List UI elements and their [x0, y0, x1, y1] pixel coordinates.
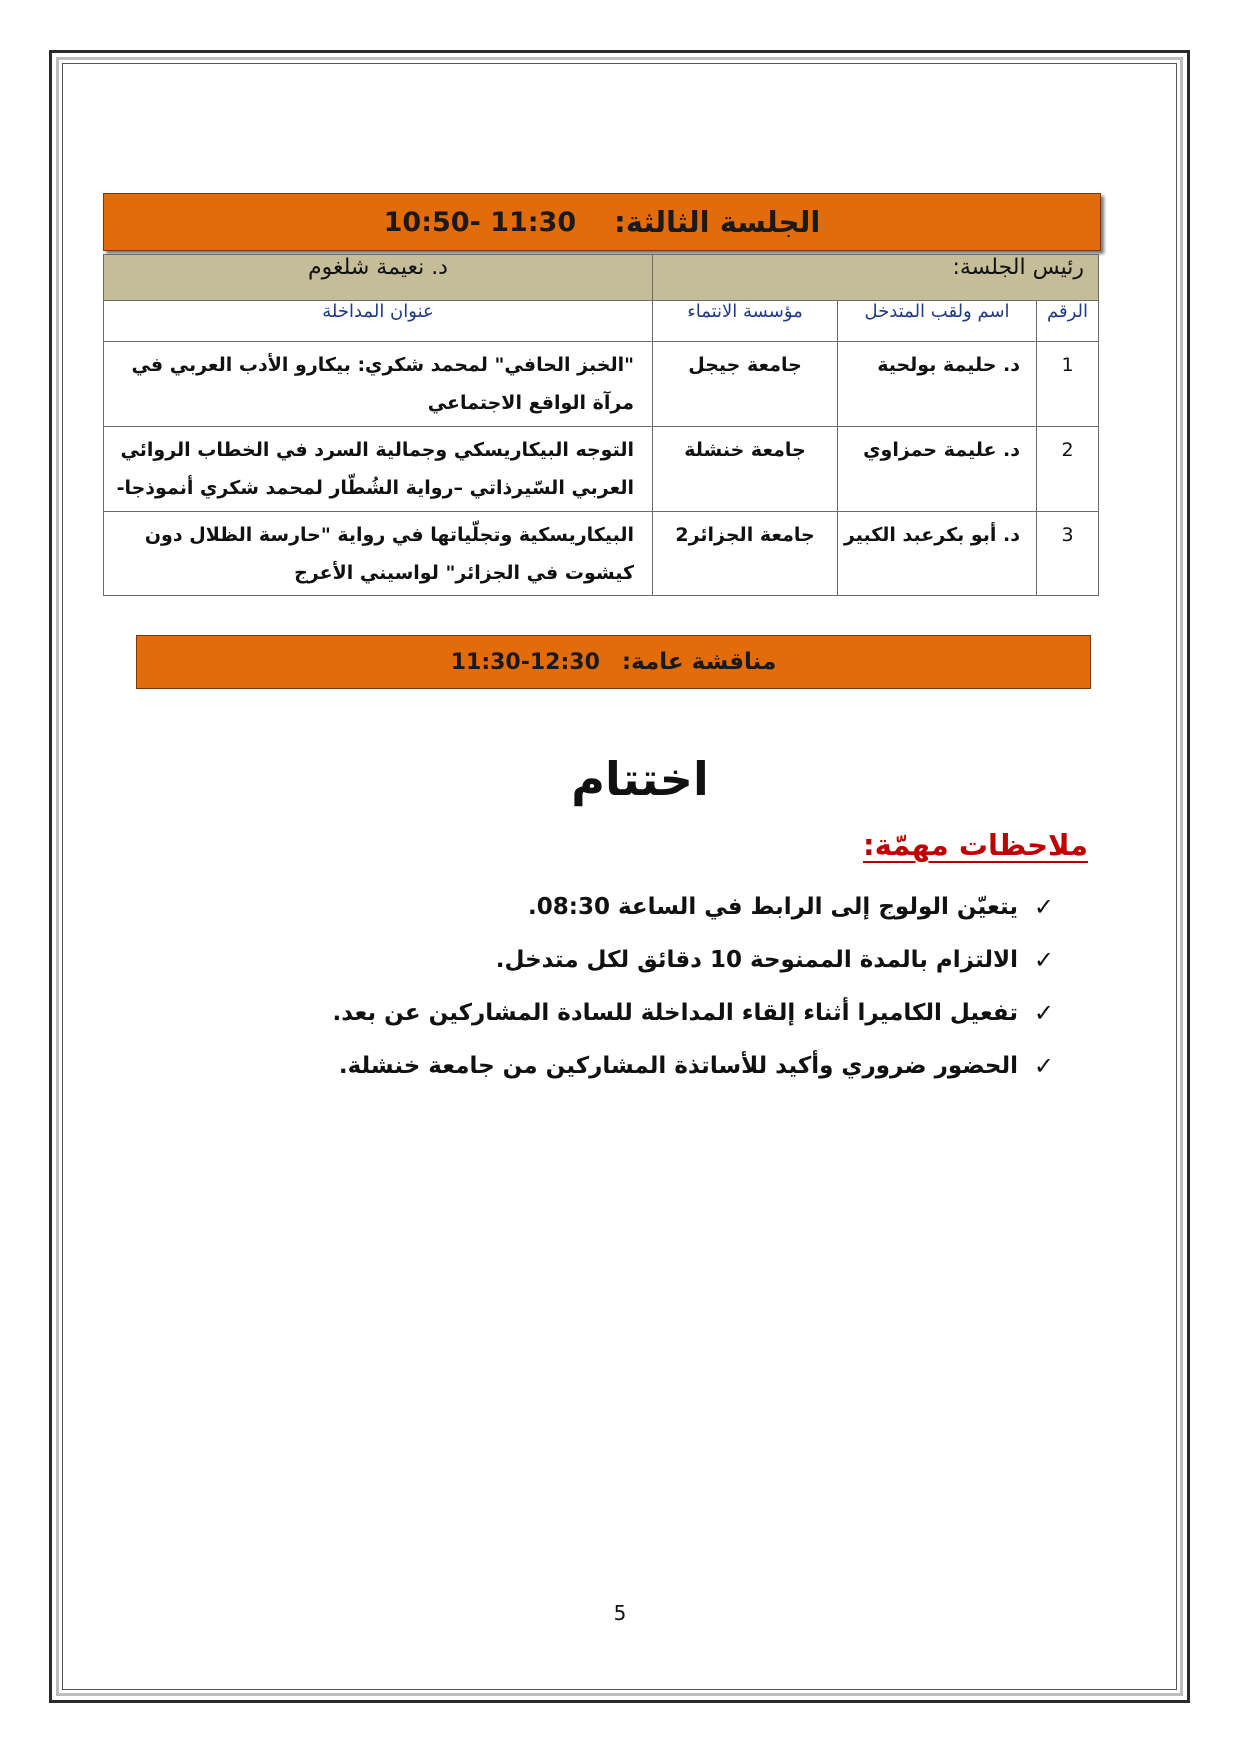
speaker-name: د. عليمة حمزاوي — [838, 427, 1037, 512]
discussion-banner — [136, 635, 1091, 689]
row-number: 3 — [1037, 512, 1099, 596]
chair-row — [104, 255, 1099, 301]
speaker-institution: جامعة الجزائر2 — [653, 512, 838, 596]
talk-title: التوجه البيكاريسكي وجمالية السرد في الخطاب الروائي العربي السّيرذاتي –رواية الشُطّار لمحمد شكري أنموذجا- — [104, 427, 653, 512]
session-title: الجلسة الثالثة: — [614, 205, 821, 239]
discussion-title: مناقشة عامة: — [621, 649, 777, 675]
table-row — [104, 427, 1099, 512]
note-text: تفعيل الكاميرا أثناء إلقاء المداخلة للسادة المشاركين عن بعد. — [332, 999, 1018, 1026]
chair-label: رئيس الجلسة: — [653, 255, 1099, 301]
header-institution: مؤسسة الانتماء — [653, 301, 838, 342]
session-banner — [103, 193, 1101, 251]
list-item — [154, 880, 1054, 933]
speaker-name: د. أبو بكرعبد الكبير — [838, 512, 1037, 596]
discussion-time: 11:30-12:30 — [450, 649, 600, 675]
closing-text: اختتام — [571, 752, 709, 806]
row-number: 2 — [1037, 427, 1099, 512]
check-icon: ✓ — [1033, 998, 1054, 1027]
header-name: اسم ولقب المتدخل — [838, 301, 1037, 342]
table-row — [104, 342, 1099, 427]
notes-list — [154, 880, 1054, 1092]
page-number: 5 — [613, 1601, 627, 1625]
talk-title: البيكاريسكية وتجلّياتها في رواية "حارسة الظلال دون كيشوت في الجزائر" لواسيني الأعرج — [104, 512, 653, 596]
speaker-institution: جامعة جيجل — [653, 342, 838, 427]
check-icon: ✓ — [1033, 945, 1054, 974]
table-header-row — [104, 301, 1099, 342]
note-text: يتعيّن الولوج إلى الرابط في الساعة 08:30. — [528, 893, 1018, 920]
closing-heading — [0, 752, 1240, 806]
program-table — [103, 254, 1099, 596]
notes-heading: ملاحظات مهمّة: — [863, 828, 1088, 862]
speaker-institution: جامعة خنشلة — [653, 427, 838, 512]
table-row — [104, 512, 1099, 596]
header-number: الرقم — [1037, 301, 1099, 342]
note-text: الحضور ضروري وأكيد للأساتذة المشاركين من جامعة خنشلة. — [338, 1052, 1018, 1079]
list-item — [154, 1039, 1054, 1092]
header-talk: عنوان المداخلة — [104, 301, 653, 342]
row-number: 1 — [1037, 342, 1099, 427]
talk-title: "الخبز الحافي" لمحمد شكري: بيكارو الأدب العربي في مرآة الواقع الاجتماعي — [104, 342, 653, 427]
list-item — [154, 933, 1054, 986]
list-item — [154, 986, 1054, 1039]
session-time: 10:50- 11:30 — [383, 206, 577, 238]
speaker-name: د. حليمة بولحية — [838, 342, 1037, 427]
check-icon: ✓ — [1033, 1051, 1054, 1080]
check-icon: ✓ — [1033, 892, 1054, 921]
note-text: الالتزام بالمدة الممنوحة 10 دقائق لكل متدخل. — [495, 946, 1018, 973]
chair-name: د. نعيمة شلغوم — [104, 255, 653, 301]
